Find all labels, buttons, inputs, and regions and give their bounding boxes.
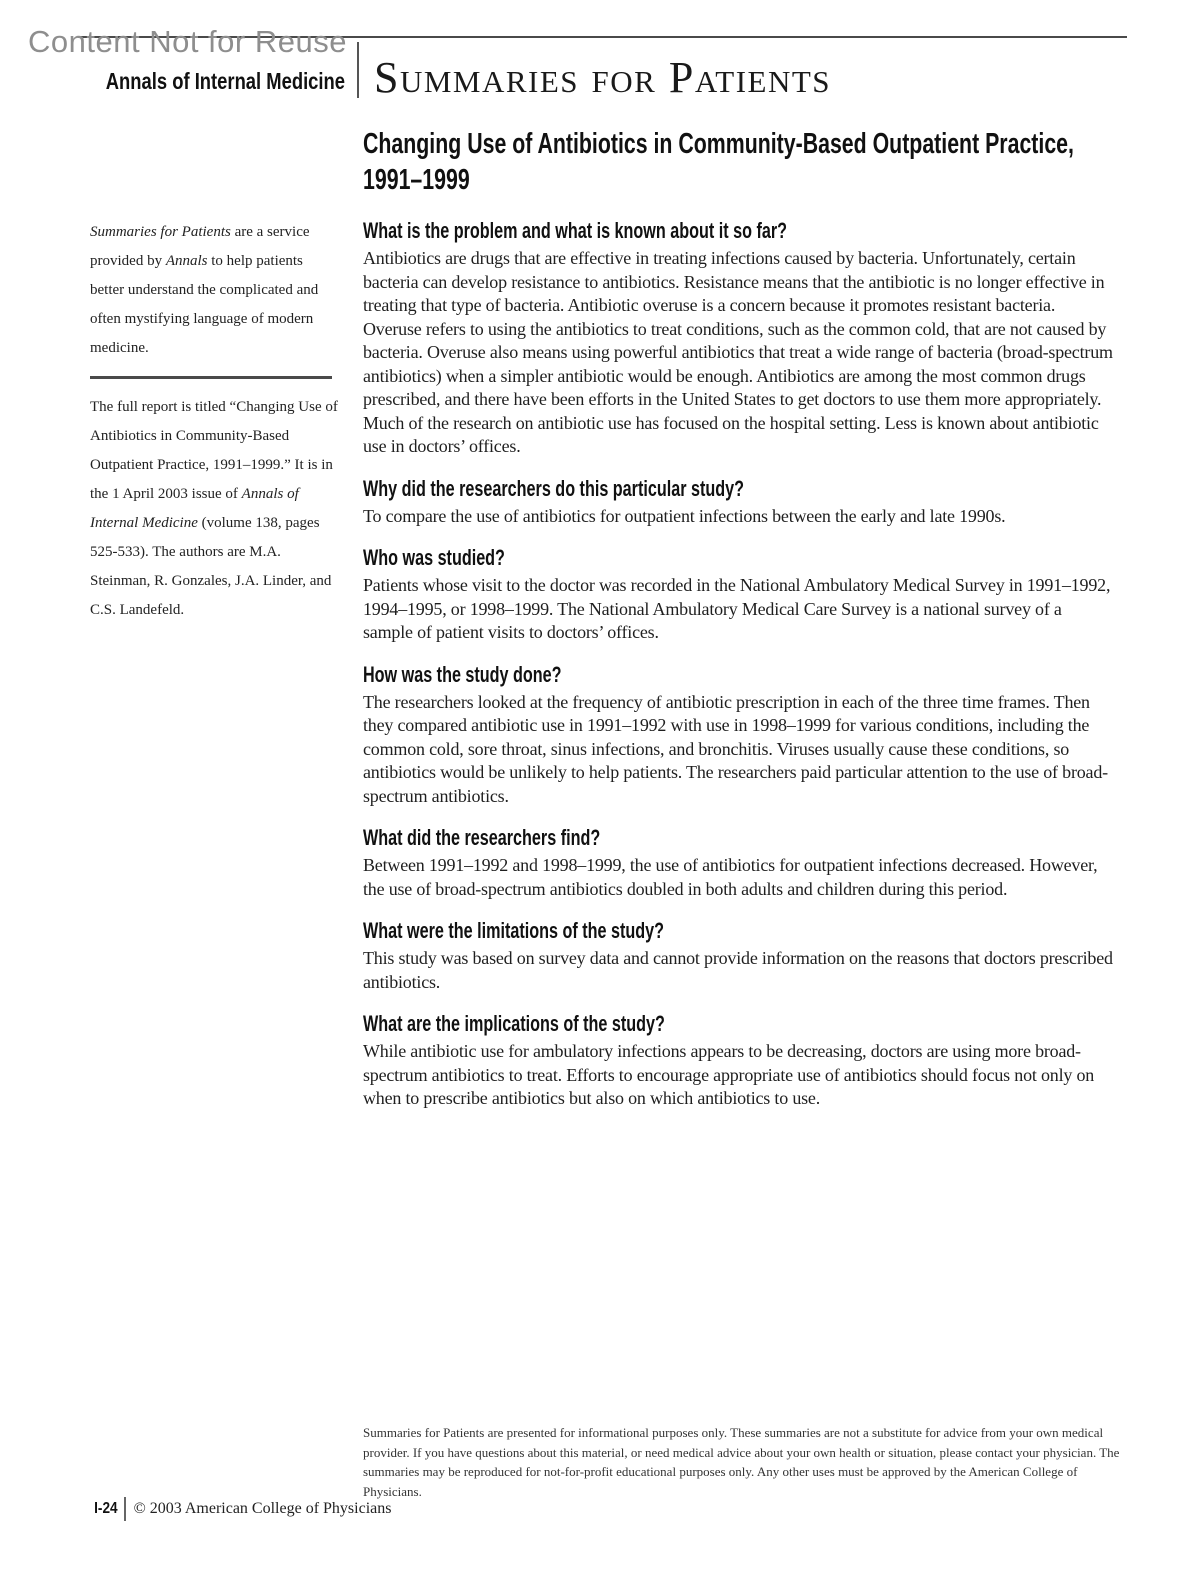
section-body: The researchers looked at the frequency of antibiotic prescription in each of the three time frames. Then they compared antibiotic use in 1991–1992 with use in 1998–1999 for various conditions, including the common cold, sore throat, sinus infections, and bronchitis. Viruses usually cause these conditions, so antibiotics would be unlikely to help patients. The researchers paid particular attention to the use of broad-spectrum antibiotics. <box>363 691 1108 806</box>
sidebar <box>90 218 340 625</box>
footer-divider-line <box>124 1497 126 1521</box>
header-divider-line <box>357 42 359 98</box>
section-body: While antibiotic use for ambulatory infections appears to be decreasing, doctors are using more broad-spectrum antibiotics to treat. Efforts to encourage appropriate use of antibiotics should focus not only on when to prescribe antibiotics but also on which antibiotics to use. <box>363 1041 1095 1108</box>
section <box>363 662 1115 809</box>
citation-text-2: (volume 138, pages 525-533). The authors are M.A. Steinman, R. Gonzales, J.A. Linder, and C.S. Landefeld. <box>90 515 332 618</box>
series-title: Summaries for Patients <box>374 53 832 102</box>
section-body: To compare the use of antibiotics for outpatient infections between the early and late 1990s. <box>363 505 1006 526</box>
section-heading: Who was studied? <box>363 545 505 570</box>
section <box>363 825 1115 901</box>
section <box>363 918 1115 994</box>
journal-name: Annals of Internal Medicine <box>105 68 345 94</box>
section-heading: What were the limitations of the study? <box>363 918 664 943</box>
page-number: I-24 <box>94 1500 118 1517</box>
sidebar-about-italic: Summaries for Patients <box>90 224 231 240</box>
citation-text: The full report is titled “Changing Use of Antibiotics in Community-Based Outpatient Practice, 1991–1999.” It is in the 1 April 2003 issue of <box>90 399 338 502</box>
section-body: This study was based on survey data and cannot provide information on the reasons that doctors prescribed antibiotics. <box>363 948 1113 992</box>
copyright-text: © 2003 American College of Physicians <box>133 1500 392 1517</box>
section <box>363 1011 1115 1111</box>
section-body: Between 1991–1992 and 1998–1999, the use of antibiotics for outpatient infections decreased. However, the use of broad-spectrum antibiotics doubled in both adults and children during this period. <box>363 855 1098 899</box>
citation-journal-italic: Annals of Internal Medicine <box>90 486 299 531</box>
page-footer <box>90 1496 391 1522</box>
watermark-text: Content Not for Reuse <box>28 24 347 59</box>
sidebar-about-text: are a service provided by <box>90 224 310 269</box>
article-main-column <box>363 126 1115 1111</box>
sidebar-about-text-2: to help patients better understand the complicated and often mystifying language of modern medicine. <box>90 253 319 356</box>
sidebar-about-italic-2: Annals <box>165 253 208 269</box>
section-heading: What are the implications of the study? <box>363 1011 665 1036</box>
disclaimer-text: Summaries for Patients are presented for informational purposes only. These summaries are not a substitute for advice from your own medical provider. If you have questions about this material, or need medical advice about your own health or situation, please contact your physician. The summaries may be reproduced for not-for-profit educational purposes only. Any other uses must be approved by the American College of Physicians. <box>363 1425 1120 1499</box>
section <box>363 545 1115 645</box>
section-heading: What is the problem and what is known about it so far? <box>363 218 788 243</box>
section-body: Antibiotics are drugs that are effective in treating infections caused by bacteria. Unfortunately, certain bacteria can develop resistance to antibiotics. Resistance means that the antibiotic is no longer effective in treating that type of bacteria. Antibiotic overuse is a concern because it promotes resistant bacteria. Overuse refers to using the antibiotics to treat conditions, such as the common cold, that are not caused by bacteria. Overuse also means using powerful antibiotics that treat a wide range of bacteria (broad-spectrum antibiotics) when a simpler antibiotic would be enough. Antibiotics are among the most common drugs prescribed, and there have been efforts in the United States to get doctors to use them more appropriately. Much of the research on antibiotic use has focused on the hospital setting. Less is known about antibiotic use in doctors’ offices. <box>363 248 1113 456</box>
section <box>363 218 1115 459</box>
section <box>363 476 1115 529</box>
sidebar-divider-rule <box>90 376 332 379</box>
section-heading: How was the study done? <box>363 661 562 687</box>
sidebar-about-paragraph <box>90 218 340 363</box>
section-heading: What did the researchers find? <box>363 825 601 850</box>
section-heading: Why did the researchers do this particular study? <box>363 475 744 501</box>
section-body: Patients whose visit to the doctor was recorded in the National Ambulatory Medical Survey in 1991–1992, 1994–1995, or 1998–1999. The National Ambulatory Medical Care Survey is a national survey of a sample of patient visits to doctors’ offices. <box>363 575 1111 642</box>
article-title: Changing Use of Antibiotics in Community-Based Outpatient Practice, 1991–1999 <box>363 128 1074 196</box>
sidebar-citation-paragraph <box>90 393 340 625</box>
